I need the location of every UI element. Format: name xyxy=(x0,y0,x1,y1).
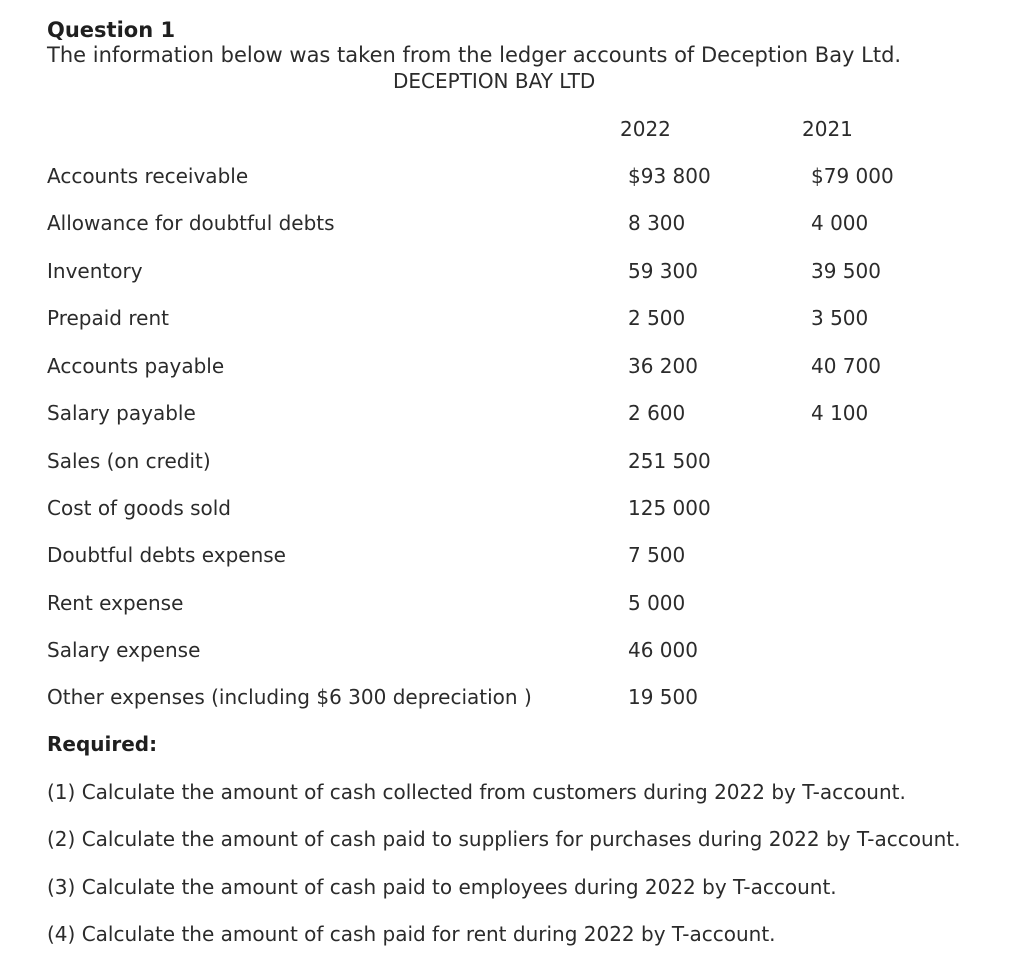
row-value-2022: 7 500 xyxy=(628,543,686,567)
row-label: Rent expense xyxy=(47,591,184,615)
row-value-2021: 39 500 xyxy=(811,259,881,283)
company-name: DECEPTION BAY LTD xyxy=(393,69,596,93)
row-label: Other expenses (including $6 300 depreciation ) xyxy=(47,685,532,709)
row-value-2021: $79 000 xyxy=(811,164,894,188)
row-value-2022: $93 800 xyxy=(628,164,711,188)
row-value-2021: 40 700 xyxy=(811,354,881,378)
year-header-2021: 2021 xyxy=(802,117,853,141)
row-label: Salary payable xyxy=(47,401,196,425)
row-value-2022: 2 600 xyxy=(628,401,686,425)
row-label: Salary expense xyxy=(47,638,201,662)
task-item: (1) Calculate the amount of cash collected from customers during 2022 by T-account. xyxy=(47,780,906,804)
row-value-2022: 2 500 xyxy=(628,306,686,330)
row-value-2022: 8 300 xyxy=(628,211,686,235)
row-label: Doubtful debts expense xyxy=(47,543,286,567)
row-value-2022: 5 000 xyxy=(628,591,686,615)
year-header-2022: 2022 xyxy=(620,117,671,141)
question-intro: The information below was taken from the ledger accounts of Deception Bay Ltd. xyxy=(47,43,902,67)
row-value-2022: 46 000 xyxy=(628,638,698,662)
row-value-2022: 19 500 xyxy=(628,685,698,709)
row-value-2021: 3 500 xyxy=(811,306,869,330)
row-value-2022: 36 200 xyxy=(628,354,698,378)
row-value-2021: 4 000 xyxy=(811,211,869,235)
row-label: Allowance for doubtful debts xyxy=(47,211,335,235)
task-item: (2) Calculate the amount of cash paid to suppliers for purchases during 2022 by T-account. xyxy=(47,827,961,851)
task-item: (3) Calculate the amount of cash paid to employees during 2022 by T-account. xyxy=(47,875,837,899)
question-title: Question 1 xyxy=(47,18,176,42)
required-heading: Required: xyxy=(47,732,158,756)
row-label: Accounts receivable xyxy=(47,164,249,188)
row-value-2022: 125 000 xyxy=(628,496,711,520)
row-value-2021: 4 100 xyxy=(811,401,869,425)
row-value-2022: 251 500 xyxy=(628,449,711,473)
row-label: Cost of goods sold xyxy=(47,496,232,520)
row-value-2022: 59 300 xyxy=(628,259,698,283)
row-label: Prepaid rent xyxy=(47,306,169,330)
row-label: Inventory xyxy=(47,259,143,283)
row-label: Sales (on credit) xyxy=(47,449,211,473)
row-label: Accounts payable xyxy=(47,354,225,378)
task-item: (4) Calculate the amount of cash paid for rent during 2022 by T-account. xyxy=(47,922,776,946)
